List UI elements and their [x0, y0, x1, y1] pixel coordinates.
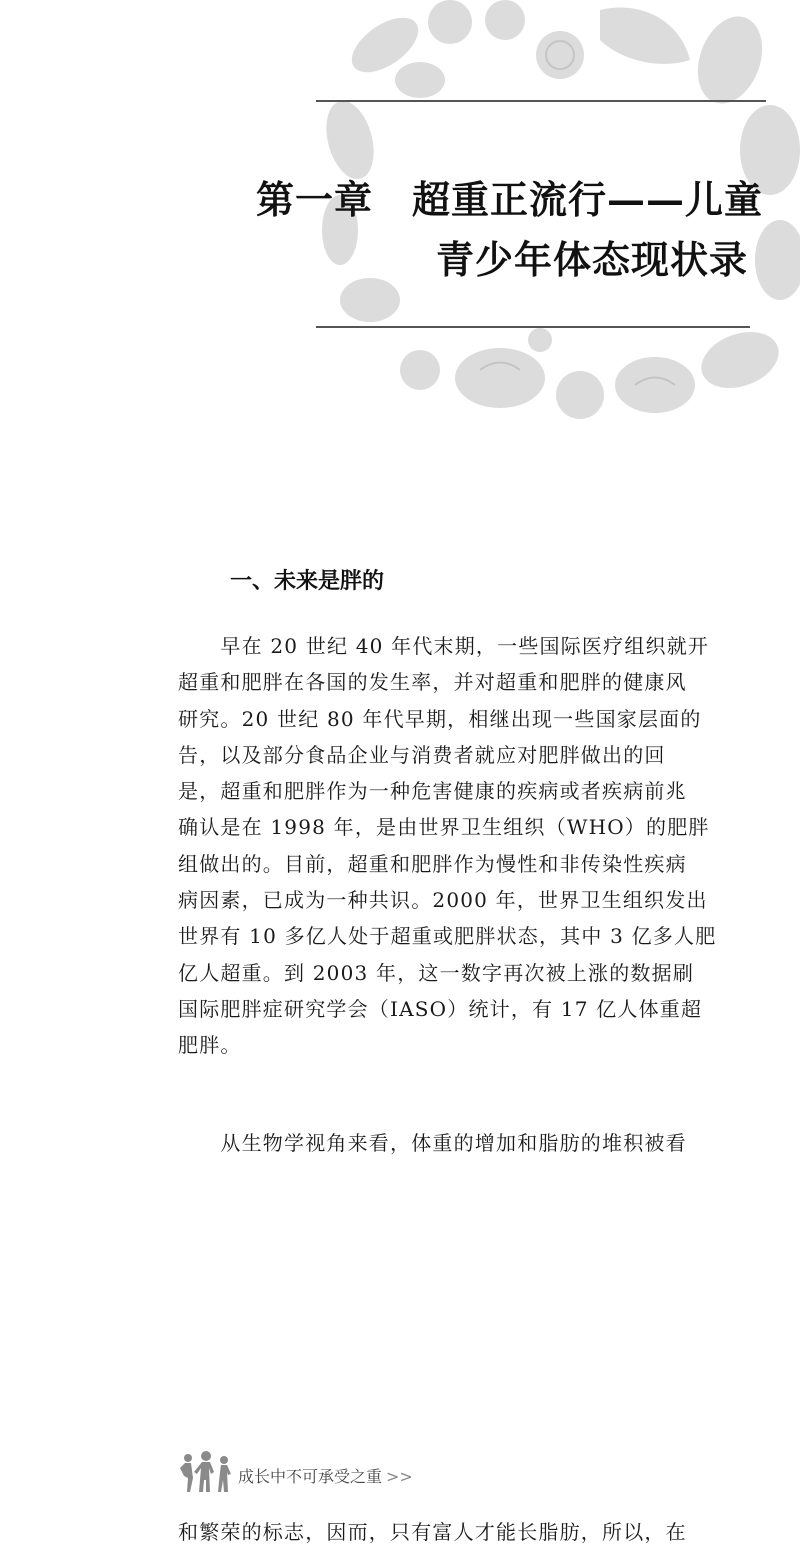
body-paragraph: [178, 1125, 800, 1161]
running-children-icon: [176, 1448, 236, 1498]
chapter-title-line2: 青少年体态现状录: [436, 237, 749, 282]
paragraph-line: 告，以及部分食品企业与消费者就应对肥胖做出的回: [178, 742, 666, 767]
paragraph-line: 确认是在 1998 年，是由世界卫生组织（WHO）的肥胖: [178, 815, 710, 840]
book-title: 成长中不可承受之重: [238, 1467, 383, 1486]
chapter-title: [256, 170, 800, 290]
section-heading: 一、未来是胖的: [230, 569, 385, 594]
footer-book-title: [238, 1464, 413, 1487]
paragraph-line: 国际肥胖症研究学会（IASO）统计，有 17 亿人体重超: [178, 996, 703, 1021]
running-footer: [176, 1448, 476, 1498]
paragraph-line: 从生物学视角来看，体重的增加和脂肪的堆积被看: [178, 1131, 687, 1155]
title-top-rule: [316, 100, 766, 102]
chapter-title-line1: 第一章 超重正流行——儿童: [256, 177, 764, 222]
paragraph-line: 研究。20 世纪 80 年代早期，相继出现一些国家层面的: [178, 706, 702, 731]
paragraph-line: 世界有 10 多亿人处于超重或肥胖状态，其中 3 亿多人肥: [178, 924, 717, 949]
paragraph-line: 病因素，已成为一种共识。2000 年，世界卫生组织发出: [178, 888, 708, 913]
title-bottom-rule: [316, 326, 750, 328]
footer-arrows: >>: [386, 1467, 413, 1486]
paragraph-line: 超重和肥胖在各国的发生率，并对超重和肥胖的健康风: [178, 670, 687, 695]
body-paragraph: [178, 628, 800, 1064]
paragraph-line: 亿人超重。到 2003 年，这一数字再次被上涨的数据刷: [178, 960, 695, 985]
continued-text-line: 和繁荣的标志，因而，只有富人才能长脂肪，所以，在: [178, 1520, 687, 1544]
paragraph-line: 肥胖。: [178, 1033, 242, 1058]
paragraph-line: 早在 20 世纪 40 年代末期，一些国际医疗组织就开: [178, 634, 710, 658]
paragraph-line: 是，超重和肥胖作为一种危害健康的疾病或者疾病前兆: [178, 779, 687, 804]
paragraph-line: 组做出的。目前，超重和肥胖作为慢性和非传染性疾病: [178, 851, 687, 876]
